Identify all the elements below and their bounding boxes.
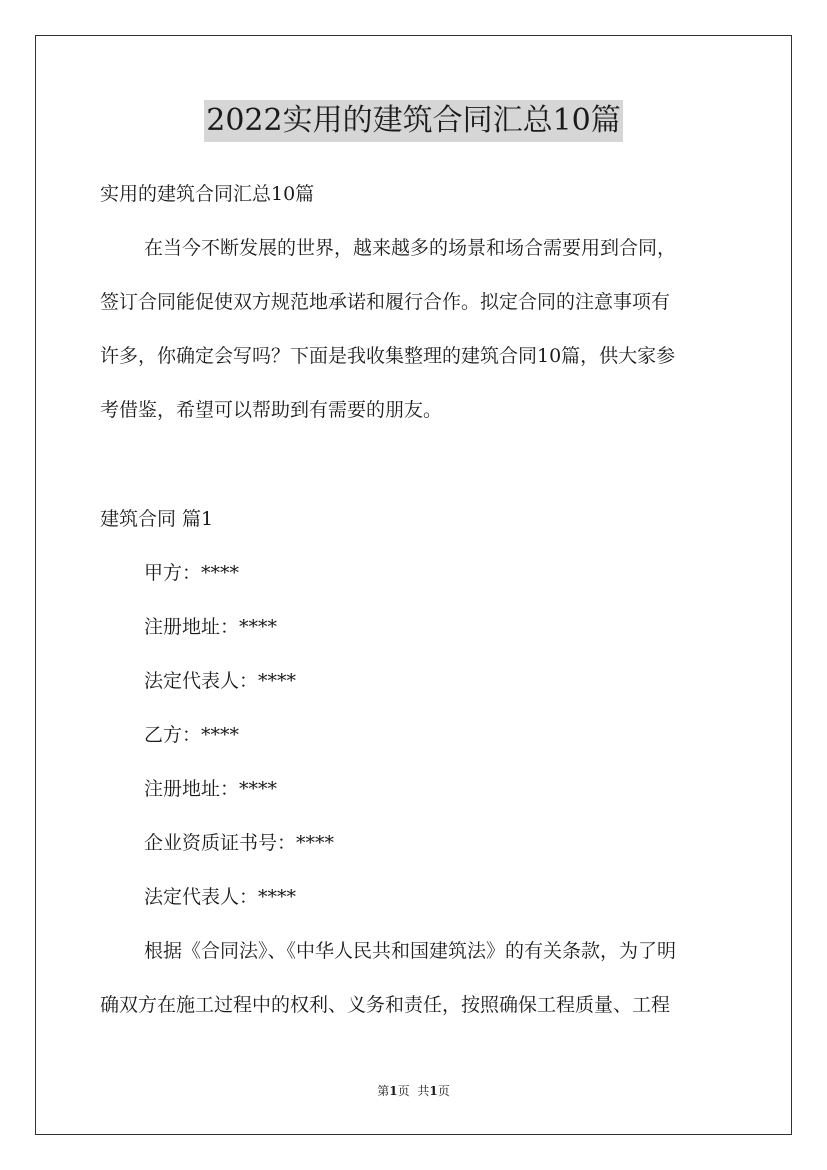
intro-line-3: 许多，你确定会写吗？下面是我收集整理的建筑合同10篇，供大家参 <box>100 345 676 367</box>
field-address-b: 注册地址：**** <box>144 778 278 800</box>
field-rep-b: 法定代表人：**** <box>144 886 297 908</box>
intro-line-4: 考借鉴，希望可以帮助到有需要的朋友。 <box>100 399 443 421</box>
footer-total-number: 1 <box>429 1084 438 1098</box>
document-subtitle: 实用的建筑合同汇总10篇 <box>100 183 315 205</box>
title-container <box>0 100 827 142</box>
footer-page-suffix: 页 <box>397 1084 410 1098</box>
intro-line-2: 签订合同能促使双方规范地承诺和履行合作。拟定合同的注意事项有 <box>100 291 671 313</box>
footer-total-prefix: 共 <box>417 1084 430 1098</box>
field-license-b: 企业资质证书号：**** <box>144 832 335 854</box>
document-title: 2022实用的建筑合同汇总10篇 <box>204 100 623 142</box>
field-party-b: 乙方：**** <box>144 724 240 746</box>
footer-total-suffix: 页 <box>437 1084 450 1098</box>
footer-page-number: 1 <box>389 1084 398 1098</box>
field-party-a: 甲方：**** <box>144 562 240 584</box>
footer-page-prefix: 第 <box>377 1084 390 1098</box>
field-address-a: 注册地址：**** <box>144 616 278 638</box>
page-footer <box>0 1083 827 1099</box>
body-line-1: 根据《合同法》、《中华人民共和国建筑法》的有关条款，为了明 <box>144 940 677 962</box>
intro-line-1: 在当今不断发展的世界，越来越多的场景和场合需要用到合同， <box>144 237 677 259</box>
body-line-2: 确双方在施工过程中的权利、义务和责任，按照确保工程质量、工程 <box>100 994 671 1016</box>
field-rep-a: 法定代表人：**** <box>144 670 297 692</box>
section-heading: 建筑合同 篇1 <box>100 508 214 530</box>
